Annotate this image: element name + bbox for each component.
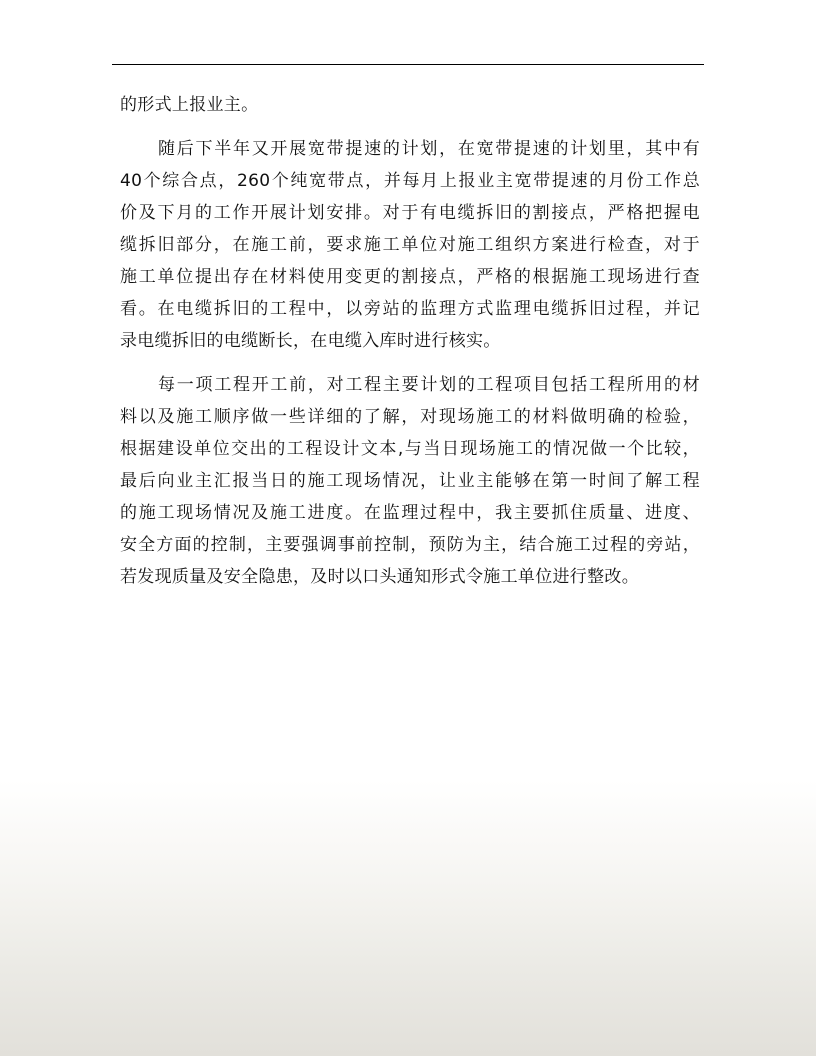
text-line: 最后向业主汇报当日的施工现场情况，让业主能够在第一时间了解工程: [120, 471, 700, 491]
header-rule: [112, 64, 704, 65]
text-line: 录电缆拆旧的电缆断长，在电缆入库时进行核实。: [120, 331, 501, 351]
paragraph-3: [120, 369, 700, 593]
text-line: 缆拆旧部分，在施工前，要求施工单位对施工组织方案进行检查，对于: [120, 235, 700, 255]
paragraph-1: [120, 89, 700, 121]
text-line: 价及下月的工作开展计划安排。对于有电缆拆旧的割接点，严格把握电: [120, 203, 700, 223]
text-line: 40个综合点，260个纯宽带点，并每月上报业主宽带提速的月份工作总: [120, 171, 700, 191]
text-line: 料以及施工顺序做一些详细的了解，对现场施工的材料做明确的检验，: [120, 407, 700, 427]
paragraph-2: [120, 133, 700, 357]
text-line: 的形式上报业主。: [120, 95, 259, 115]
document-body: [120, 89, 700, 593]
text-line: 看。在电缆拆旧的工程中，以旁站的监理方式监理电缆拆旧过程，并记: [120, 299, 700, 319]
text-line: 的施工现场情况及施工进度。在监理过程中，我主要抓住质量、进度、: [120, 503, 700, 523]
text-line: 若发现质量及安全隐患，及时以口头通知形式令施工单位进行整改。: [120, 567, 639, 587]
text-line: 根据建设单位交出的工程设计文本,与当日现场施工的情况做一个比较，: [120, 439, 700, 459]
text-line: 随后下半年又开展宽带提速的计划，在宽带提速的计划里，其中有: [158, 139, 700, 159]
text-line: 安全方面的控制，主要强调事前控制，预防为主，结合施工过程的旁站，: [120, 535, 700, 555]
text-line: 施工单位提出存在材料使用变更的割接点，严格的根据施工现场进行查: [120, 267, 700, 287]
text-line: 每一项工程开工前，对工程主要计划的工程项目包括工程所用的材: [158, 375, 700, 395]
